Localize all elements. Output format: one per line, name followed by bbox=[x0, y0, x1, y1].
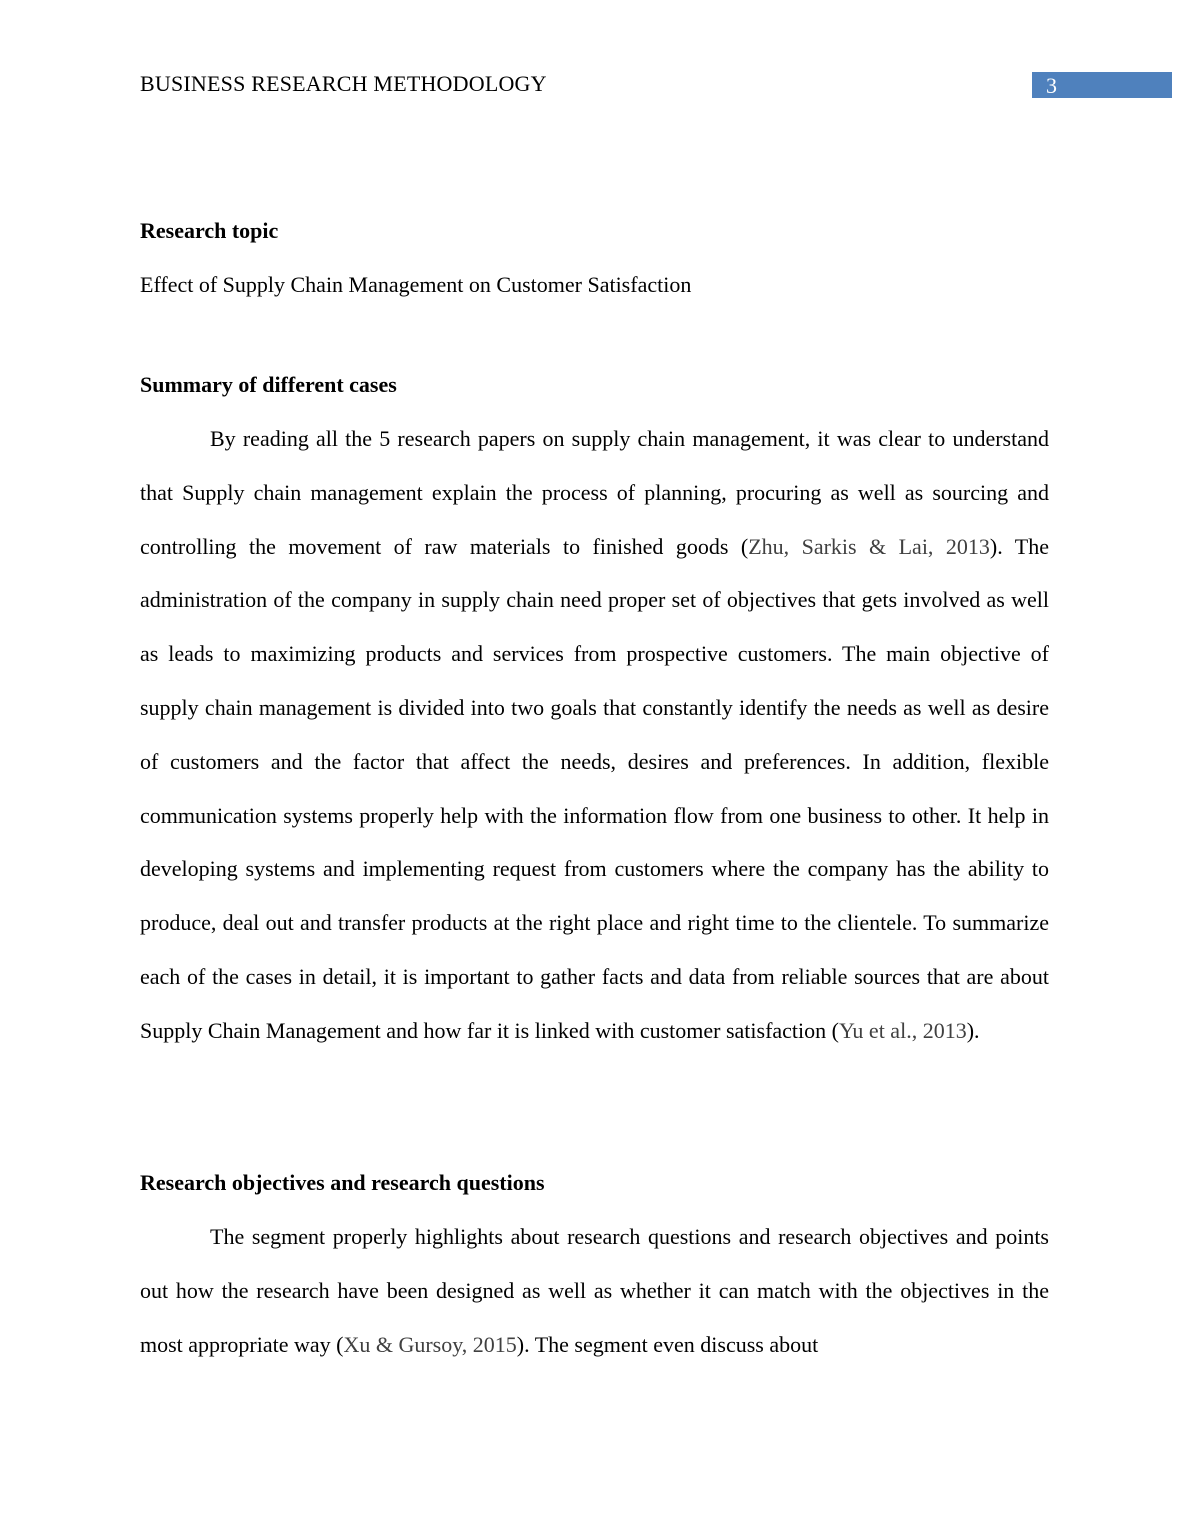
objectives-text-part-1: The segment properly highlights about research questions and research objectives and points out how the research have been designed as well as whether it can match with the objectives in the most appropriate way ( bbox=[140, 1224, 1049, 1357]
running-title: BUSINESS RESEARCH METHODOLOGY bbox=[140, 71, 547, 96]
page-number: 3 bbox=[1032, 72, 1172, 98]
section-heading-summary: Summary of different cases bbox=[140, 372, 397, 397]
section-heading-objectives: Research objectives and research questions bbox=[140, 1170, 545, 1195]
citation-xu-gursoy: Xu & Gursoy, 2015 bbox=[343, 1331, 517, 1357]
summary-text-part-1: By reading all the 5 research papers on supply chain management, it was clear to understand that Supply chain management explain the process of planning, procuring as well as sourcing and controlling the movement of raw materials to finished goods ( bbox=[140, 426, 1049, 559]
summary-text-part-2: ). The administration of the company in supply chain need proper set of objectives that gets involved as well as leads to maximizing products and services from prospective customers. The main objective of supply chain management is divided into two goals that constantly identify the needs as well as desire of customers and the factor that affect the needs, desires and preferences. In addition, flexible communication systems properly help with the information flow from one business to other. It help in developing systems and implementing request from customers where the company has the ability to produce, deal out and transfer products at the right place and right time to the clientele. To summarize each of the cases in detail, it is important to gather facts and data from reliable sources that are about Supply Chain Management and how far it is linked with customer satisfaction ( bbox=[140, 533, 1049, 1043]
summary-text-part-3: ). bbox=[966, 1017, 980, 1043]
objectives-text-part-2: ). The segment even discuss about bbox=[516, 1331, 819, 1357]
citation-yu-et-al: Yu et al., 2013 bbox=[838, 1017, 967, 1043]
section-heading-research-topic: Research topic bbox=[140, 218, 279, 243]
objectives-paragraph bbox=[140, 1210, 1049, 1371]
summary-paragraph bbox=[140, 412, 1049, 1058]
research-topic-text: Effect of Supply Chain Management on Customer Satisfaction bbox=[140, 272, 692, 297]
citation-zhu-sarkis-lai: Zhu, Sarkis & Lai, 2013 bbox=[748, 533, 990, 559]
